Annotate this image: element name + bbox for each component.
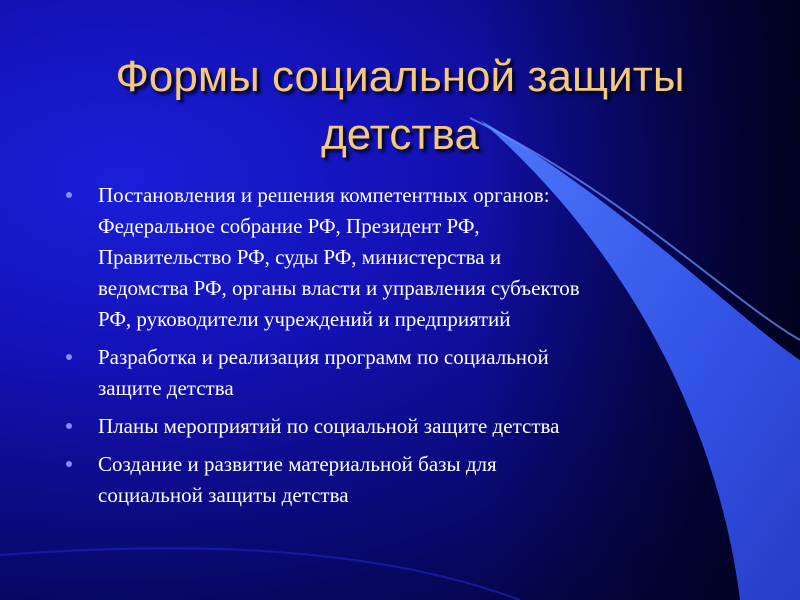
title-line-1: Формы социальной защиты (115, 52, 685, 101)
bullet-text (98, 449, 704, 511)
bullet-line: РФ, руководители учреждений и предприятий (98, 307, 511, 331)
bottom-curve-line (0, 548, 520, 600)
bullet-line: ведомства РФ, органы власти и управления субъектов (98, 276, 580, 300)
bullet-dot-icon (66, 461, 72, 467)
slide-title (40, 48, 760, 164)
bullet-list (64, 180, 704, 518)
bullet-item (64, 411, 704, 442)
bullet-item (64, 342, 704, 404)
bullet-item (64, 180, 704, 335)
bullet-dot-icon (66, 354, 72, 360)
bullet-line: Федеральное собрание РФ, Президент РФ, (98, 214, 480, 238)
bullet-dot-icon (66, 192, 72, 198)
bullet-line: социальной защиты детства (98, 483, 349, 507)
bullet-text (98, 180, 704, 335)
bullet-line: Создание и развитие материальной базы для (98, 452, 497, 476)
bullet-text (98, 342, 704, 404)
bullet-line: Разработка и реализация программ по социальной (98, 345, 549, 369)
bullet-line: Правительство РФ, суды РФ, министерства и (98, 245, 502, 269)
bullet-line: защите детства (98, 376, 234, 400)
bullet-dot-icon (66, 423, 72, 429)
bullet-line: Постановления и решения компетентных органов: (98, 183, 550, 207)
bullet-text (98, 411, 704, 442)
bullet-item (64, 449, 704, 511)
title-line-2: детства (321, 110, 479, 159)
bullet-line: Планы мероприятий по социальной защите детства (98, 414, 560, 438)
